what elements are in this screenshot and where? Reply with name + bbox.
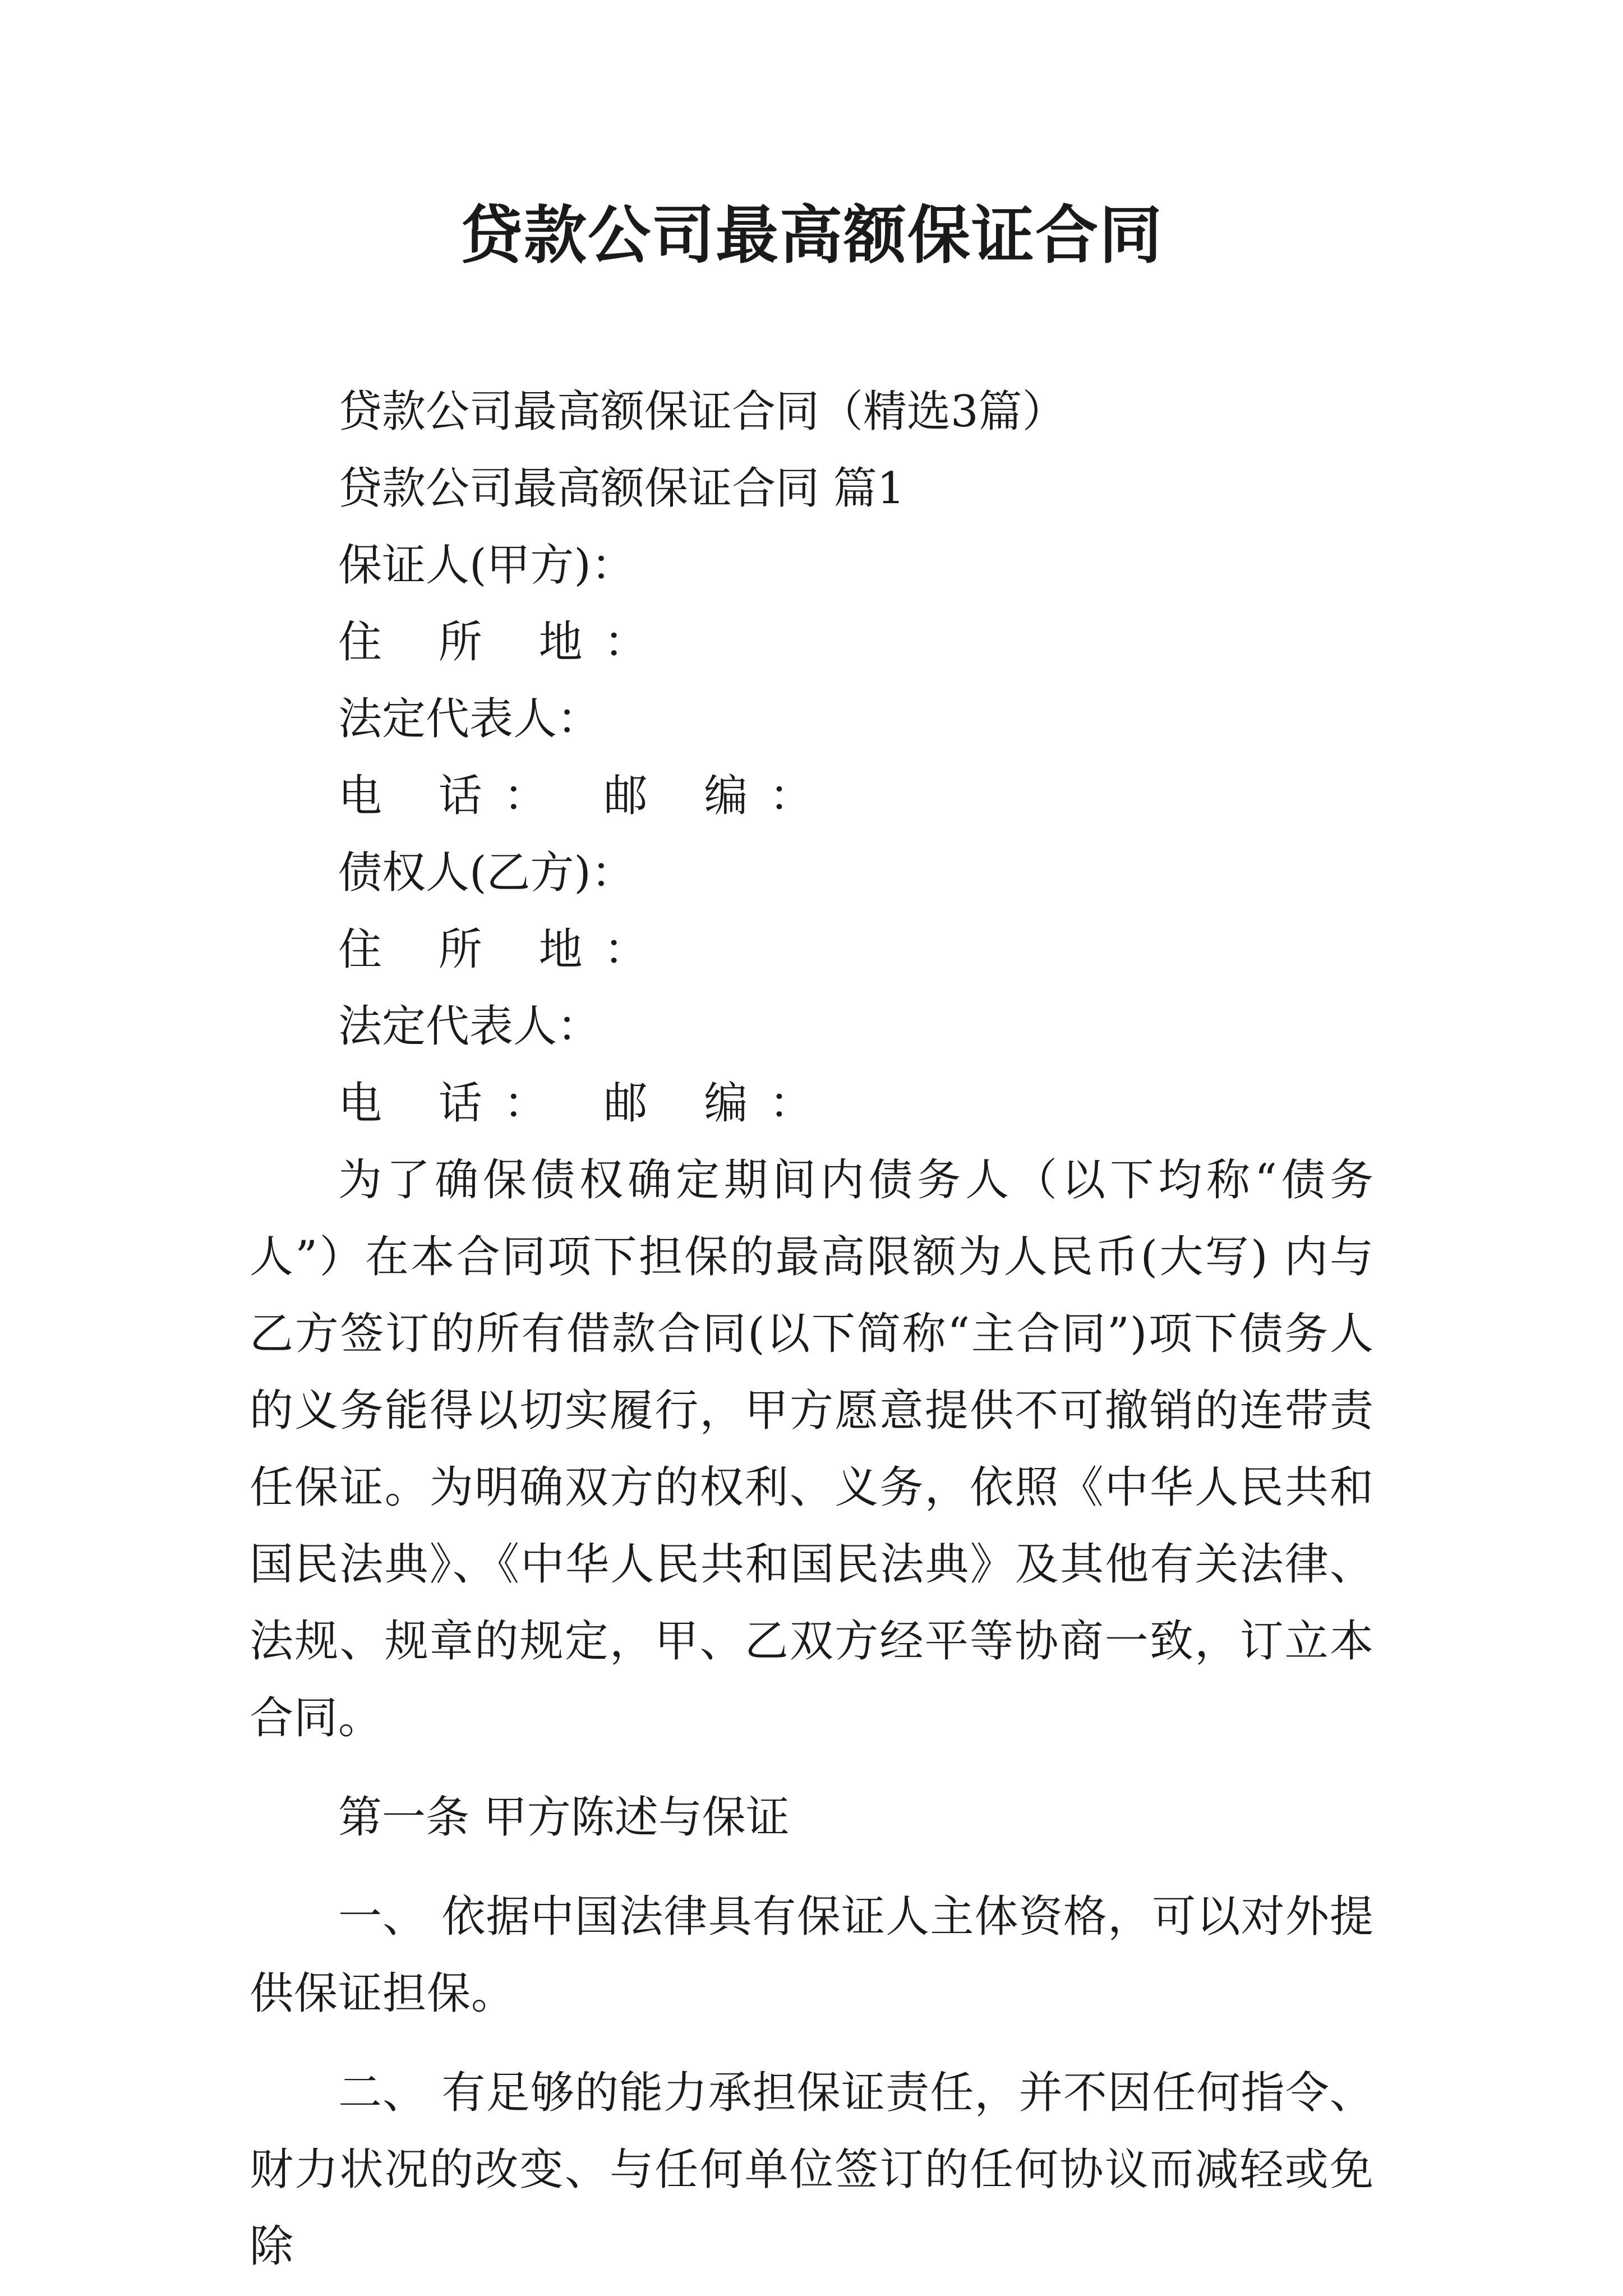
- creditor-address-field: 住 所 地：: [338, 924, 669, 975]
- article-1-item-1: 一、 依据中国法律具有保证人主体资格，可以对外提供保证担保。: [250, 1892, 1374, 2019]
- preamble-paragraph: 为了确保债权确定期间内债务人（以下均称“债务人”）在本合同项下担保的最高限额为人民币(大写) 内与乙方签订的所有借款合同(以下简称“主合同”)项下债务人的义务能得以切实履行，甲方愿意提供不可撤销的连带责任保证。为明确双方的权利、义务，依照《中华人民共和国民法典》、《中华人民共和国民法典》及其他有关法律、法规、规章的规定，甲、乙双方经平等协商一致，订立本合同。: [250, 1155, 1374, 1743]
- guarantor-address-field: 住 所 地：: [338, 617, 669, 668]
- document-subtitle: 贷款公司最高额保证合同（精选3篇）: [338, 386, 1066, 437]
- guarantor-phone-postcode-field: 电 话： 邮 编：: [338, 771, 834, 821]
- part-heading: 贷款公司最高额保证合同 篇1: [338, 463, 905, 514]
- section-spacer: [250, 1856, 1433, 1879]
- document-body: [250, 374, 1433, 2285]
- guarantor-label: 保证人(甲方)：: [338, 540, 635, 591]
- section-spacer: [250, 2032, 1433, 2055]
- article-1-heading: 第一条 甲方陈述与保证: [338, 1792, 790, 1843]
- section-spacer: [250, 1757, 1433, 1779]
- document-title: 贷款公司最高额保证合同: [460, 199, 1163, 272]
- creditor-phone-postcode-field: 电 话： 邮 编：: [338, 1078, 834, 1129]
- creditor-representative-field: 法定代表人：: [338, 1001, 601, 1052]
- guarantor-representative-field: 法定代表人：: [338, 694, 601, 744]
- creditor-label: 债权人(乙方)：: [338, 848, 635, 898]
- article-1-item-2: 二、 有足够的能力承担保证责任，并不因任何指令、财力状况的改变、与任何单位签订的任何协议而减轻或免除: [250, 2068, 1374, 2272]
